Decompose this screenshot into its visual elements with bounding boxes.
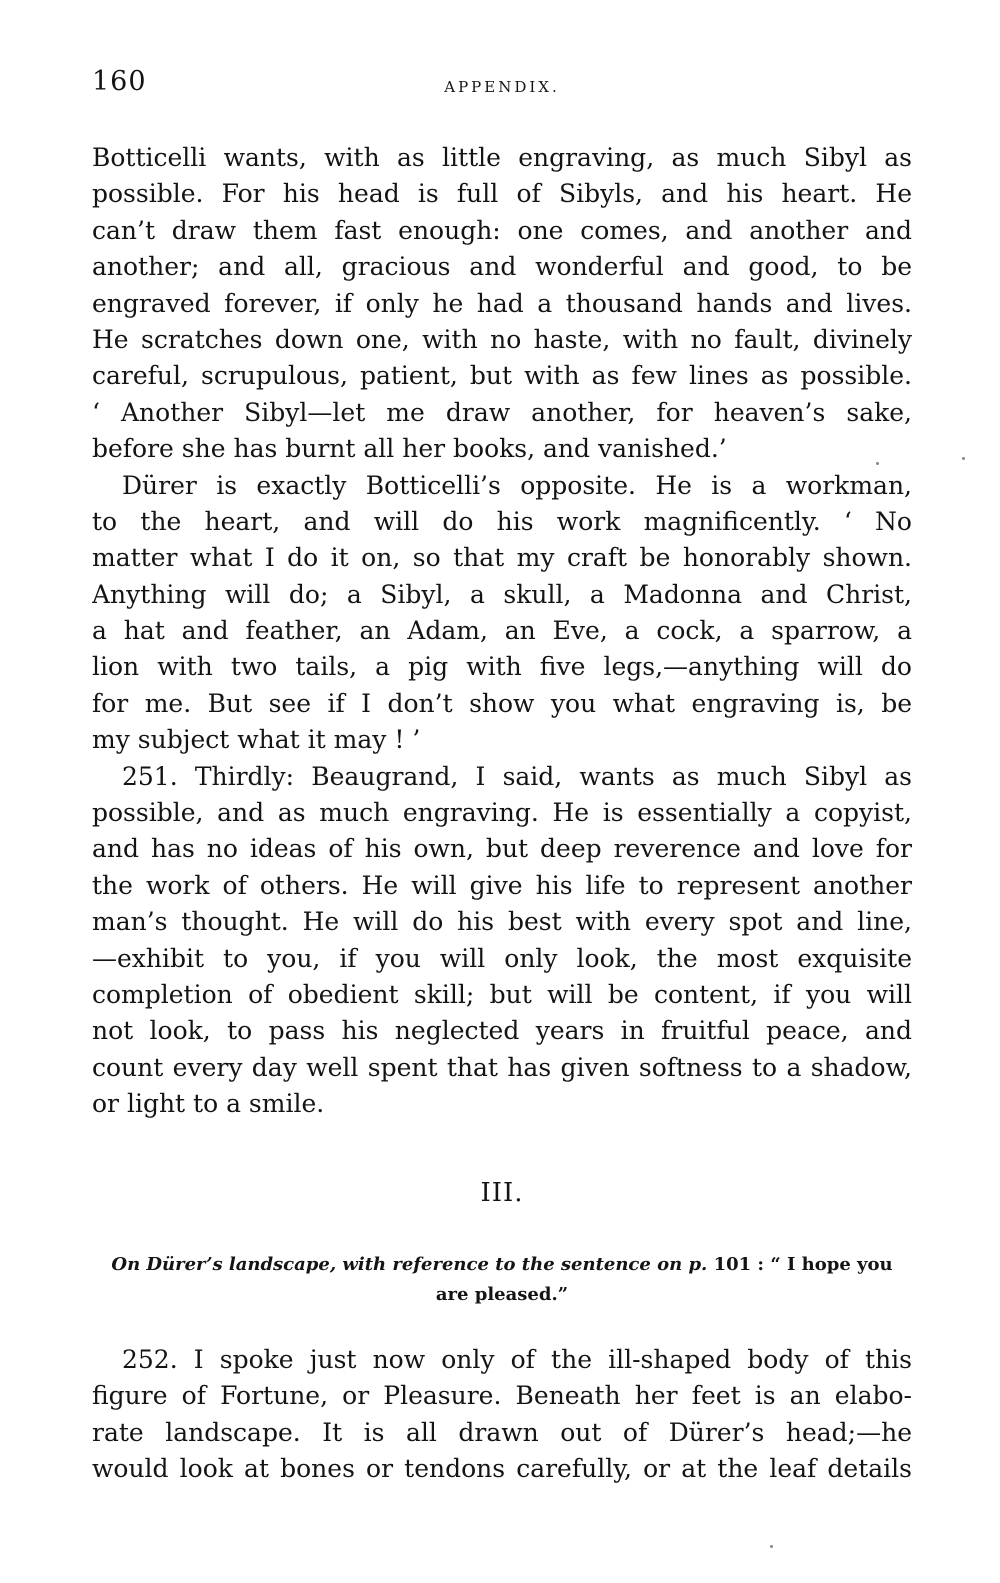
text-line: He scratches down one, with no haste, with no fault, divinely xyxy=(92,324,912,354)
print-speck xyxy=(876,462,879,465)
text-line: my subject what it may ! ’ xyxy=(92,725,421,755)
text-line: count every day well spent that has given softness to a shadow, xyxy=(92,1052,912,1082)
text-line: would look at bones or tendons carefully, or at the leaf details xyxy=(92,1454,912,1484)
section-heading: III. xyxy=(480,1178,524,1208)
text-line: 252. I spoke just now only of the ill-shaped body of this xyxy=(122,1345,912,1374)
section-note-italic: On Dürer’s landscape, with reference to the sentence on p. xyxy=(111,1254,708,1275)
paragraph-durer xyxy=(92,468,912,759)
text-line: ‘ Another Sibyl—let me draw another, for heaven’s sake, xyxy=(92,397,912,427)
text-line: —exhibit to you, if you will only look, the most exquisite xyxy=(92,943,912,973)
page-header xyxy=(92,66,912,106)
text-line: Anything will do; a Sibyl, a skull, a Madonna and Christ, xyxy=(92,579,912,609)
paragraph-252 xyxy=(92,1342,912,1488)
text-line: figure of Fortune, or Pleasure. Beneath her feet is an elabo- xyxy=(92,1381,912,1411)
text-line: Botticelli wants, with as little engraving, as much Sibyl as xyxy=(92,143,912,172)
text-line: lion with two tails, a pig with five legs,—anything will do xyxy=(92,652,912,682)
text-line: a hat and feather, an Adam, an Eve, a cock, a sparrow, a xyxy=(92,616,912,646)
text-line: for me. But see if I don’t show you what engraving is, be xyxy=(92,688,912,718)
page-number: 160 xyxy=(92,66,147,97)
body-text xyxy=(92,140,912,1123)
text-line: 251. Thirdly: Beaugrand, I said, wants as much Sibyl as xyxy=(122,761,912,791)
text-line: not look, to pass his neglected years in fruitful peace, and xyxy=(92,1016,912,1046)
print-speck xyxy=(962,457,965,460)
section-note-upright: 101 : “ I hope you are pleased.” xyxy=(435,1254,893,1305)
text-line: the work of others. He will give his life to represent another xyxy=(92,870,912,900)
section-note xyxy=(92,1250,912,1310)
text-line: Dürer is exactly Botticelli’s opposite. He is a workman, xyxy=(122,470,912,500)
text-line: or light to a smile. xyxy=(92,1089,325,1119)
paragraph-botticelli xyxy=(92,140,912,468)
text-line: to the heart, and will do his work magnificently. ‘ No xyxy=(92,506,912,536)
text-line: rate landscape. It is all drawn out of Dürer’s head;—he xyxy=(92,1417,912,1447)
text-line: and has no ideas of his own, but deep reverence and love for xyxy=(92,834,912,864)
text-line: possible, and as much engraving. He is essentially a copyist, xyxy=(92,798,912,828)
text-line: completion of obedient skill; but will be content, if you will xyxy=(92,979,912,1009)
text-line: matter what I do it on, so that my craft be honorably shown. xyxy=(92,543,912,573)
text-line: man’s thought. He will do his best with every spot and line, xyxy=(92,907,912,937)
print-speck xyxy=(770,1545,773,1548)
running-title: APPENDIX. xyxy=(444,78,560,96)
text-line: before she has burnt all her books, and vanished.’ xyxy=(92,434,727,464)
text-line: possible. For his head is full of Sibyls, and his heart. He xyxy=(92,179,912,209)
text-line: careful, scrupulous, patient, but with as few lines as possible. xyxy=(92,361,912,391)
text-line: engraved forever, if only he had a thousand hands and lives. xyxy=(92,288,912,318)
paragraph-251 xyxy=(92,759,912,1123)
text-line: can’t draw them fast enough: one comes, and another and xyxy=(92,215,912,245)
text-line: another; and all, gracious and wonderful and good, to be xyxy=(92,252,912,282)
